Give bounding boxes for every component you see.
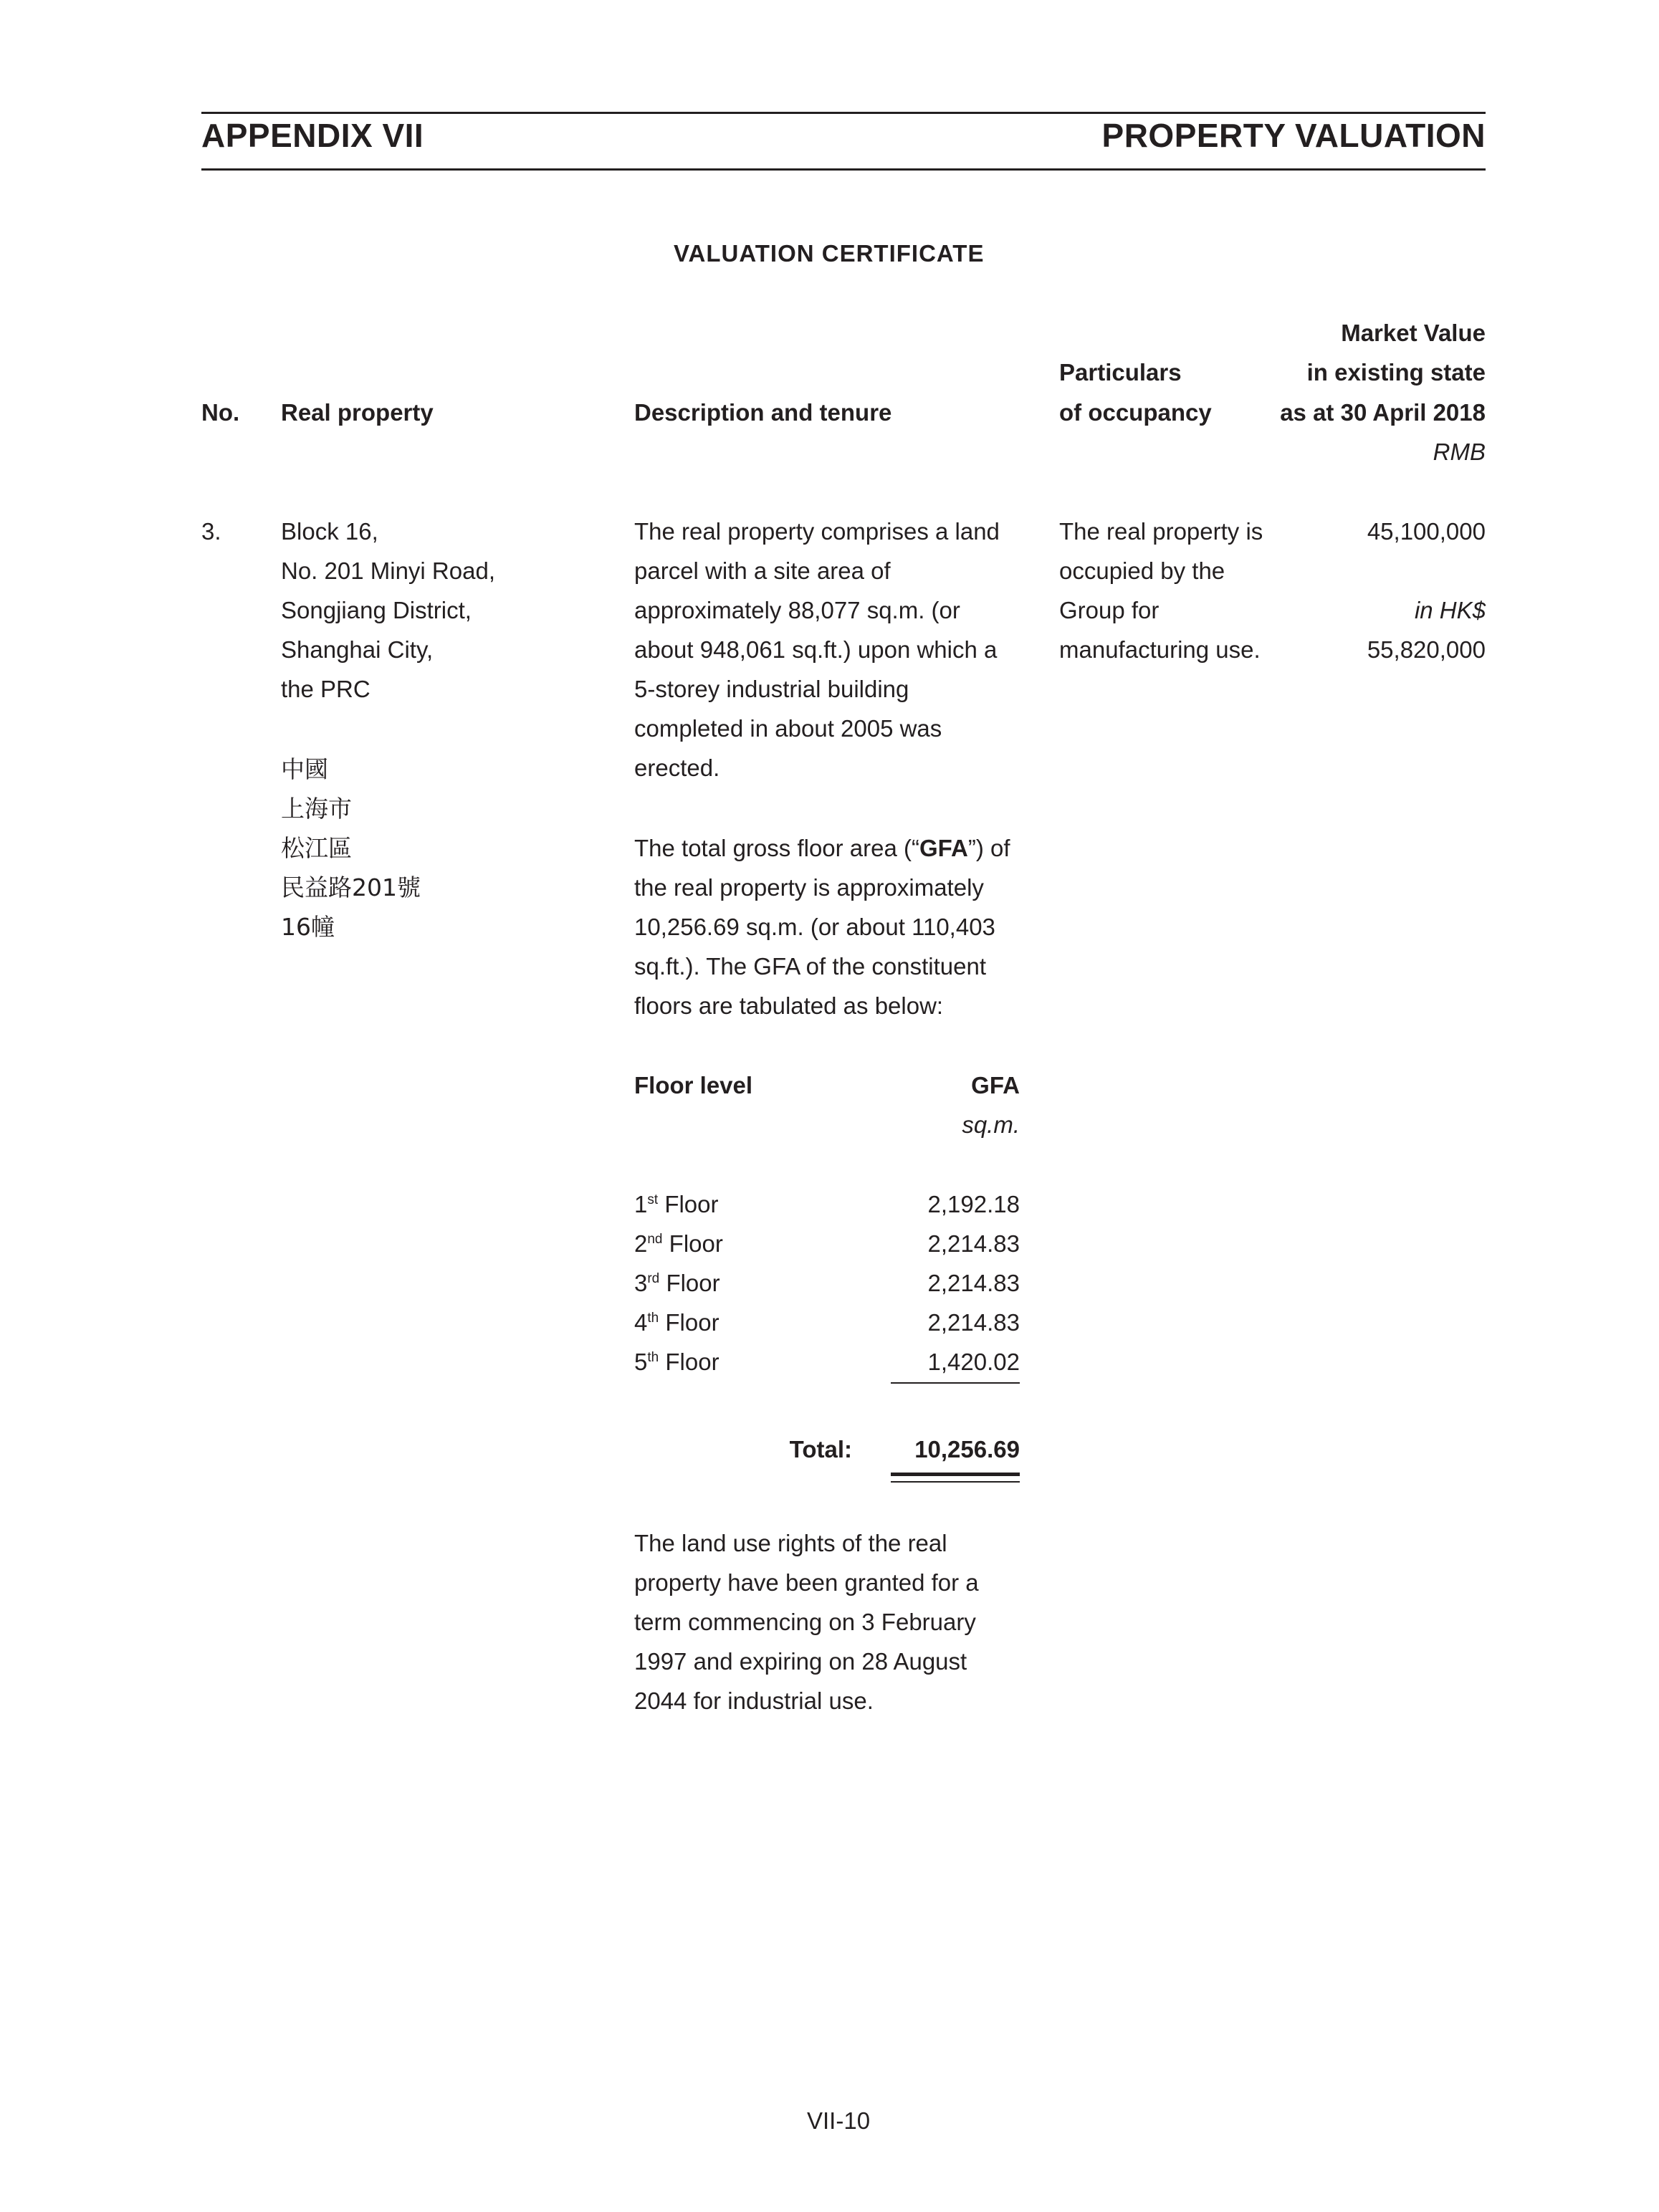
floor-table-header-gfa: GFA [971,1072,1020,1098]
section-title: PROPERTY VALUATION [1101,117,1486,154]
col-header-market-value-1: Market Value [1341,320,1486,346]
address-line: 民益路201號 [281,873,421,901]
market-value-hkd: 55,820,000 [1367,636,1486,663]
floor-row-gfa: 2,214.83 [927,1230,1020,1257]
floor-row-label: 2nd Floor [634,1230,723,1257]
description-line: approximately 88,077 sq.m. (or [634,597,960,623]
floor-row-label: 4th Floor [634,1309,719,1336]
description-line: about 948,061 sq.ft.) upon which a [634,636,998,663]
certificate-title: VALUATION CERTIFICATE [674,240,985,267]
col-header-real-property: Real property [281,399,434,426]
col-header-description: Description and tenure [634,399,892,426]
description-line: property have been granted for a [634,1569,979,1596]
total-value: 10,256.69 [914,1436,1020,1462]
occupancy-text [1059,512,1263,669]
col-header-market-value-3: as at 30 April 2018 [1280,399,1486,426]
subtotal-rule [891,1382,1020,1384]
col-header-particulars-1: Particulars [1059,359,1182,386]
page-number: VII-10 [807,2107,871,2134]
market-value-rmb: 45,100,000 [1367,518,1486,545]
occupancy-line: Group for [1059,597,1160,623]
address-chinese [281,750,421,947]
header-bottom-rule [201,168,1486,171]
header-top-rule [201,112,1486,114]
occupancy-line: occupied by the [1059,557,1225,584]
description-line: 2044 for industrial use. [634,1687,874,1714]
description-line: erected. [634,755,720,781]
description-line: The real property comprises a land [634,518,1000,545]
currency-hkd-label: in HK$ [1414,597,1486,623]
address-line: No. 201 Minyi Road, [281,557,495,584]
floor-table-header-level: Floor level [634,1072,753,1098]
entry-number: 3. [201,518,221,545]
address-line: the PRC [281,676,370,702]
floor-row-label: 1st Floor [634,1191,719,1217]
description-line: 10,256.69 sq.m. (or about 110,403 [634,914,995,940]
col-header-no: No. [201,399,240,426]
occupancy-line: manufacturing use. [1059,636,1261,663]
description-paragraph-2 [634,828,1010,1025]
description-line: sq.ft.). The GFA of the constituent [634,953,986,980]
floor-row-gfa: 2,214.83 [927,1309,1020,1336]
currency-rmb-label: RMB [1433,439,1486,465]
total-label: Total: [789,1436,852,1462]
col-header-market-value-2: in existing state [1306,359,1486,386]
occupancy-line: The real property is [1059,518,1263,545]
gfa-text-after: ”) of [967,835,1010,861]
description-line: The land use rights of the real [634,1530,947,1556]
description-line: 1997 and expiring on 28 August [634,1648,967,1675]
description-line: the real property is approximately [634,874,984,901]
total-double-rule-bottom [891,1481,1020,1483]
description-line: 5-storey industrial building [634,676,909,702]
description-paragraph-1 [634,512,1000,787]
floor-row-gfa: 2,192.18 [927,1191,1020,1217]
address-line: 上海市 [281,795,352,823]
gfa-term: GFA [919,835,968,861]
col-header-particulars-2: of occupancy [1059,399,1212,426]
address-line: Shanghai City, [281,636,434,663]
description-paragraph-3 [634,1523,979,1720]
description-line: completed in about 2005 was [634,715,942,742]
address-line: Songjiang District, [281,597,472,623]
description-line: floors are tabulated as below: [634,992,944,1019]
floor-row-gfa: 2,214.83 [927,1270,1020,1296]
description-line: parcel with a site area of [634,557,891,584]
description-line: term commencing on 3 February [634,1609,976,1635]
address-line: 16幢 [281,913,335,941]
appendix-label: APPENDIX VII [201,117,424,154]
floor-table-unit: sq.m. [962,1111,1020,1138]
address-line: Block 16, [281,518,378,545]
gfa-text-before: The total gross floor area (“ [634,835,919,861]
floor-row-gfa: 1,420.02 [927,1349,1020,1375]
address-line: 中國 [281,755,328,783]
address-english [281,512,495,709]
description-line [634,828,1010,868]
total-double-rule-top [891,1473,1020,1476]
floor-row-label: 5th Floor [634,1349,719,1375]
floor-row-label: 3rd Floor [634,1270,720,1296]
address-line: 松江區 [281,834,352,862]
